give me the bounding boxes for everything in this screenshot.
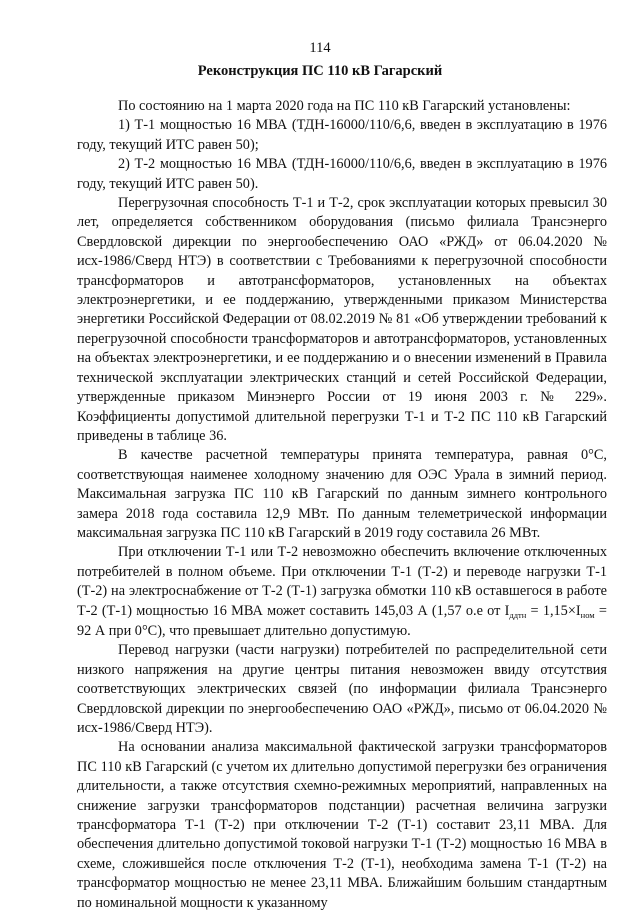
paragraph-text: = 92 А при 0°С), что превышает длительно допустимую. bbox=[77, 602, 607, 639]
paragraph: По состоянию на 1 марта 2020 года на ПС 110 кВ Гагарский установлены: bbox=[118, 98, 571, 114]
paragraph: Перевод нагрузки (части нагрузки) потребителей по распределительной сети низкого напряжения на другие центры питания невозможен ввиду отсутствия соответствующих электрических связей (по информации филиала Трансэнерго Свердловской дирекции по энергообеспечению ОАО «РЖД», письмо от 06.04.2020 № исх-1986/Сверд НТЭ). bbox=[77, 642, 607, 736]
paragraph bbox=[77, 543, 607, 641]
list-item: 2) Т-2 мощностью 16 МВА (ТДН-16000/110/6,6, введен в эксплуатацию в 1976 году, текущий ИТС равен 50). bbox=[77, 156, 607, 192]
paragraph: На основании анализа максимальной фактической загрузки трансформаторов ПС 110 кВ Гагарский (с учетом их длительно допустимой перегрузки без ограничения длительности, а также отсутствия схемно-режимных мероприятий, направленных на снижение загрузки трансформаторов подстанции) расчетная величина загрузки трансформатора Т-1 (Т-2) при отключении Т-2 (Т-1) составит 23,11 МВА. Для обеспечения длительно допустимой токовой нагрузки Т-1 (Т-2) мощностью 16 МВА в схеме, сложившейся после отключения Т-2 (Т-1), необходима замена Т-1 (Т-2) на трансформатор мощностью не менее 23,11 МВА. Ближайшим большим стандартным по номинальной мощности к указанному bbox=[77, 739, 607, 911]
paragraph-text: При отключении Т-1 или Т-2 невозможно обеспечить включение отключенных потребителей в полном объеме. При отключении Т-1 (Т-2) и переводе нагрузки Т-1 (Т-2) на электроснабжение от Т-2 (Т-1) загрузка обмотки 110 кВ оставшегося в работе Т-2 (Т-1) мощностью 16 МВА может составить 145,03 А (1,57 о.е от I bbox=[77, 544, 607, 619]
subscript: ном bbox=[580, 609, 595, 620]
document-title: Реконструкция ПС 110 кВ Гагарский bbox=[197, 63, 443, 79]
subscript: ддтн bbox=[509, 609, 527, 620]
page-number: 114 bbox=[309, 40, 331, 56]
paragraph: Перегрузочная способность Т-1 и Т-2, срок эксплуатации которых превысил 30 лет, определяется собственником оборудования (письмо филиала Трансэнерго Свердловской дирекции по энергообеспечению ОАО «РЖД» от 06.04.2020 № исх-1986/Сверд НТЭ) в соответствии с Требованиями к перегрузочной способности трансформаторов и автотрансформаторов, установленных на объектах электроэнергетики, и ее поддержанию, утвержденными приказом Министерства энергетики Российской Федерации от 08.02.2019 № 81 «Об утверждении требований к перегрузочной способности трансформаторов и автотрансформаторов, установленных на объектах электроэнергетики, и ее поддержанию и о внесении изменений в Правила технической эксплуатации электрических станций и сетей Российской Федерации, утвержденные приказом Минэнерго России от 19 июня 2003 г. № 229». Коэффициенты допустимой длительной перегрузки Т-1 и Т-2 ПС 110 кВ Гагарский приведены в таблице 36. bbox=[77, 195, 607, 444]
paragraph: В качестве расчетной температуры принята температура, равная 0°С, соответствующая наименее холодному значению для ОЭС Урала в зимний период. Максимальная загрузка ПС 110 кВ Гагарский по данным зимнего контрольного замера 2018 года составила 12,9 МВт. По данным телеметрической информации максимальная загрузка ПС 110 кВ Гагарский в 2019 году составила 26 МВт. bbox=[77, 447, 607, 541]
paragraph-text: = 1,15×I bbox=[526, 602, 581, 619]
document-body bbox=[77, 97, 607, 913]
list-item: 1) Т-1 мощностью 16 МВА (ТДН-16000/110/6,6, введен в эксплуатацию в 1976 году, текущий ИТС равен 50); bbox=[77, 117, 607, 153]
